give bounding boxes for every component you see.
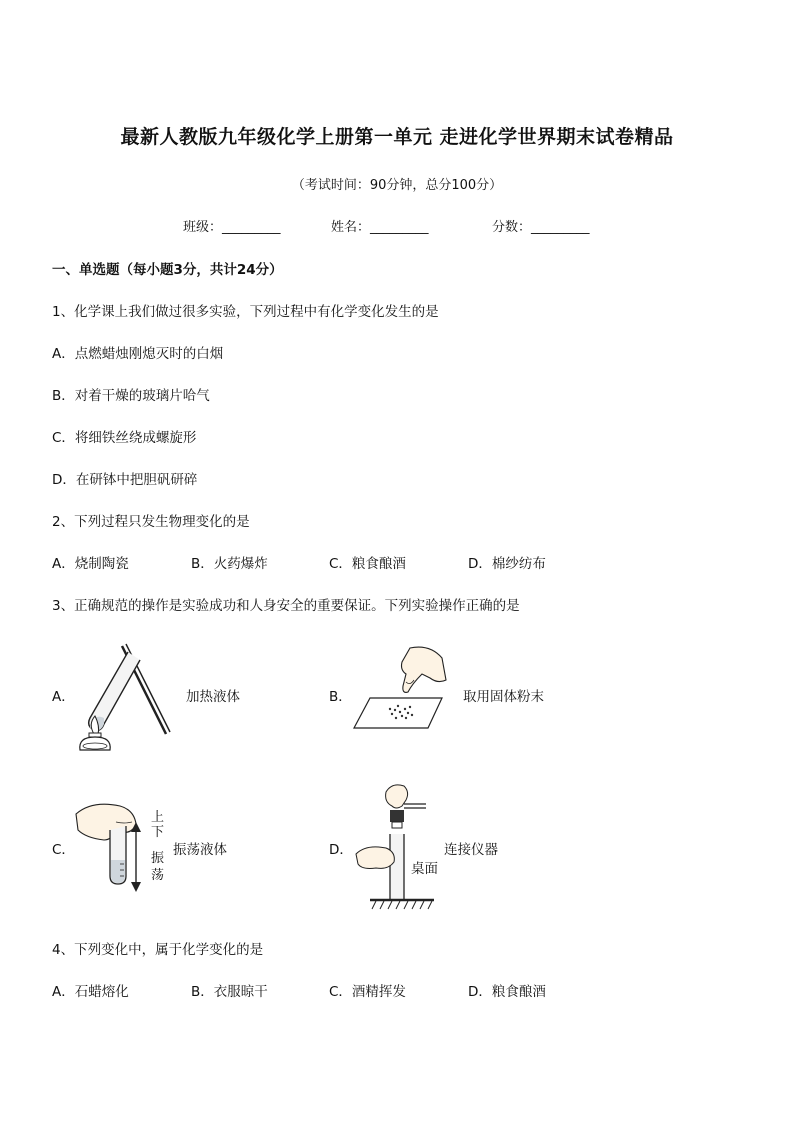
question-4-option-b: B．衣服晾干 (191, 984, 268, 1000)
arrow-label-bottom: 振荡 (151, 851, 165, 883)
page-title: 最新人教版九年级化学上册第一单元 走进化学世界期末试卷精品 (120, 126, 674, 148)
question-2-option-a: A．烧制陶瓷 (52, 556, 129, 572)
question-1-option-c: C．将细铁丝绕成螺旋形 (52, 430, 197, 446)
double-arrow-icon (129, 822, 143, 892)
question-3-option-b-caption: 取用固体粉末 (463, 689, 544, 705)
question-3-stem: 3、正确规范的操作是实验成功和人身安全的重要保证。下列实验操作正确的是 (52, 598, 520, 614)
question-3-option-d-letter: D． (329, 842, 353, 858)
score-field: 分数：_________ (492, 220, 590, 235)
question-3-option-c-caption: 振荡液体 (173, 842, 227, 858)
question-3-option-a-letter: A． (52, 689, 75, 705)
question-3-option-a-caption: 加热液体 (186, 689, 240, 705)
question-2-option-c: C．粮食酿酒 (329, 556, 406, 572)
table-surface-label: 桌面 (411, 861, 438, 877)
question-1-option-a: A．点燃蜡烛刚熄灭时的白烟 (52, 346, 224, 362)
arrow-label-top: 上下 (151, 810, 165, 840)
question-4-option-d: D．粮食酿酒 (468, 984, 546, 1000)
question-1-option-b: B．对着干燥的玻璃片哈气 (52, 388, 210, 404)
heating-liquid-illustration (70, 640, 180, 752)
question-2-stem: 2、下列过程只发生物理变化的是 (52, 514, 250, 530)
section-heading: 一、单选题（每小题3分，共计24分） (52, 262, 283, 278)
question-1-stem: 1、化学课上我们做过很多实验，下列过程中有化学变化发生的是 (52, 304, 439, 320)
question-3-option-d-caption: 连接仪器 (444, 842, 498, 858)
exam-subtitle: （考试时间：90分钟，总分100分） (291, 178, 503, 193)
connecting-apparatus-illustration (352, 780, 438, 912)
question-4-option-a: A．石蜡熔化 (52, 984, 129, 1000)
name-field: 姓名：_________ (331, 220, 429, 235)
question-4-option-c: C．酒精挥发 (329, 984, 406, 1000)
question-4-stem: 4、下列变化中，属于化学变化的是 (52, 942, 264, 958)
question-3-option-b-letter: B． (329, 689, 352, 705)
powder-on-paper-illustration (350, 640, 450, 732)
question-2-option-b: B．火药爆炸 (191, 556, 268, 572)
question-1-option-d: D．在研钵中把胆矾研碎 (52, 472, 198, 488)
question-3-option-c-letter: C． (52, 842, 75, 858)
class-field: 班级：_________ (183, 220, 281, 235)
question-2-option-d: D．棉纱纺布 (468, 556, 546, 572)
